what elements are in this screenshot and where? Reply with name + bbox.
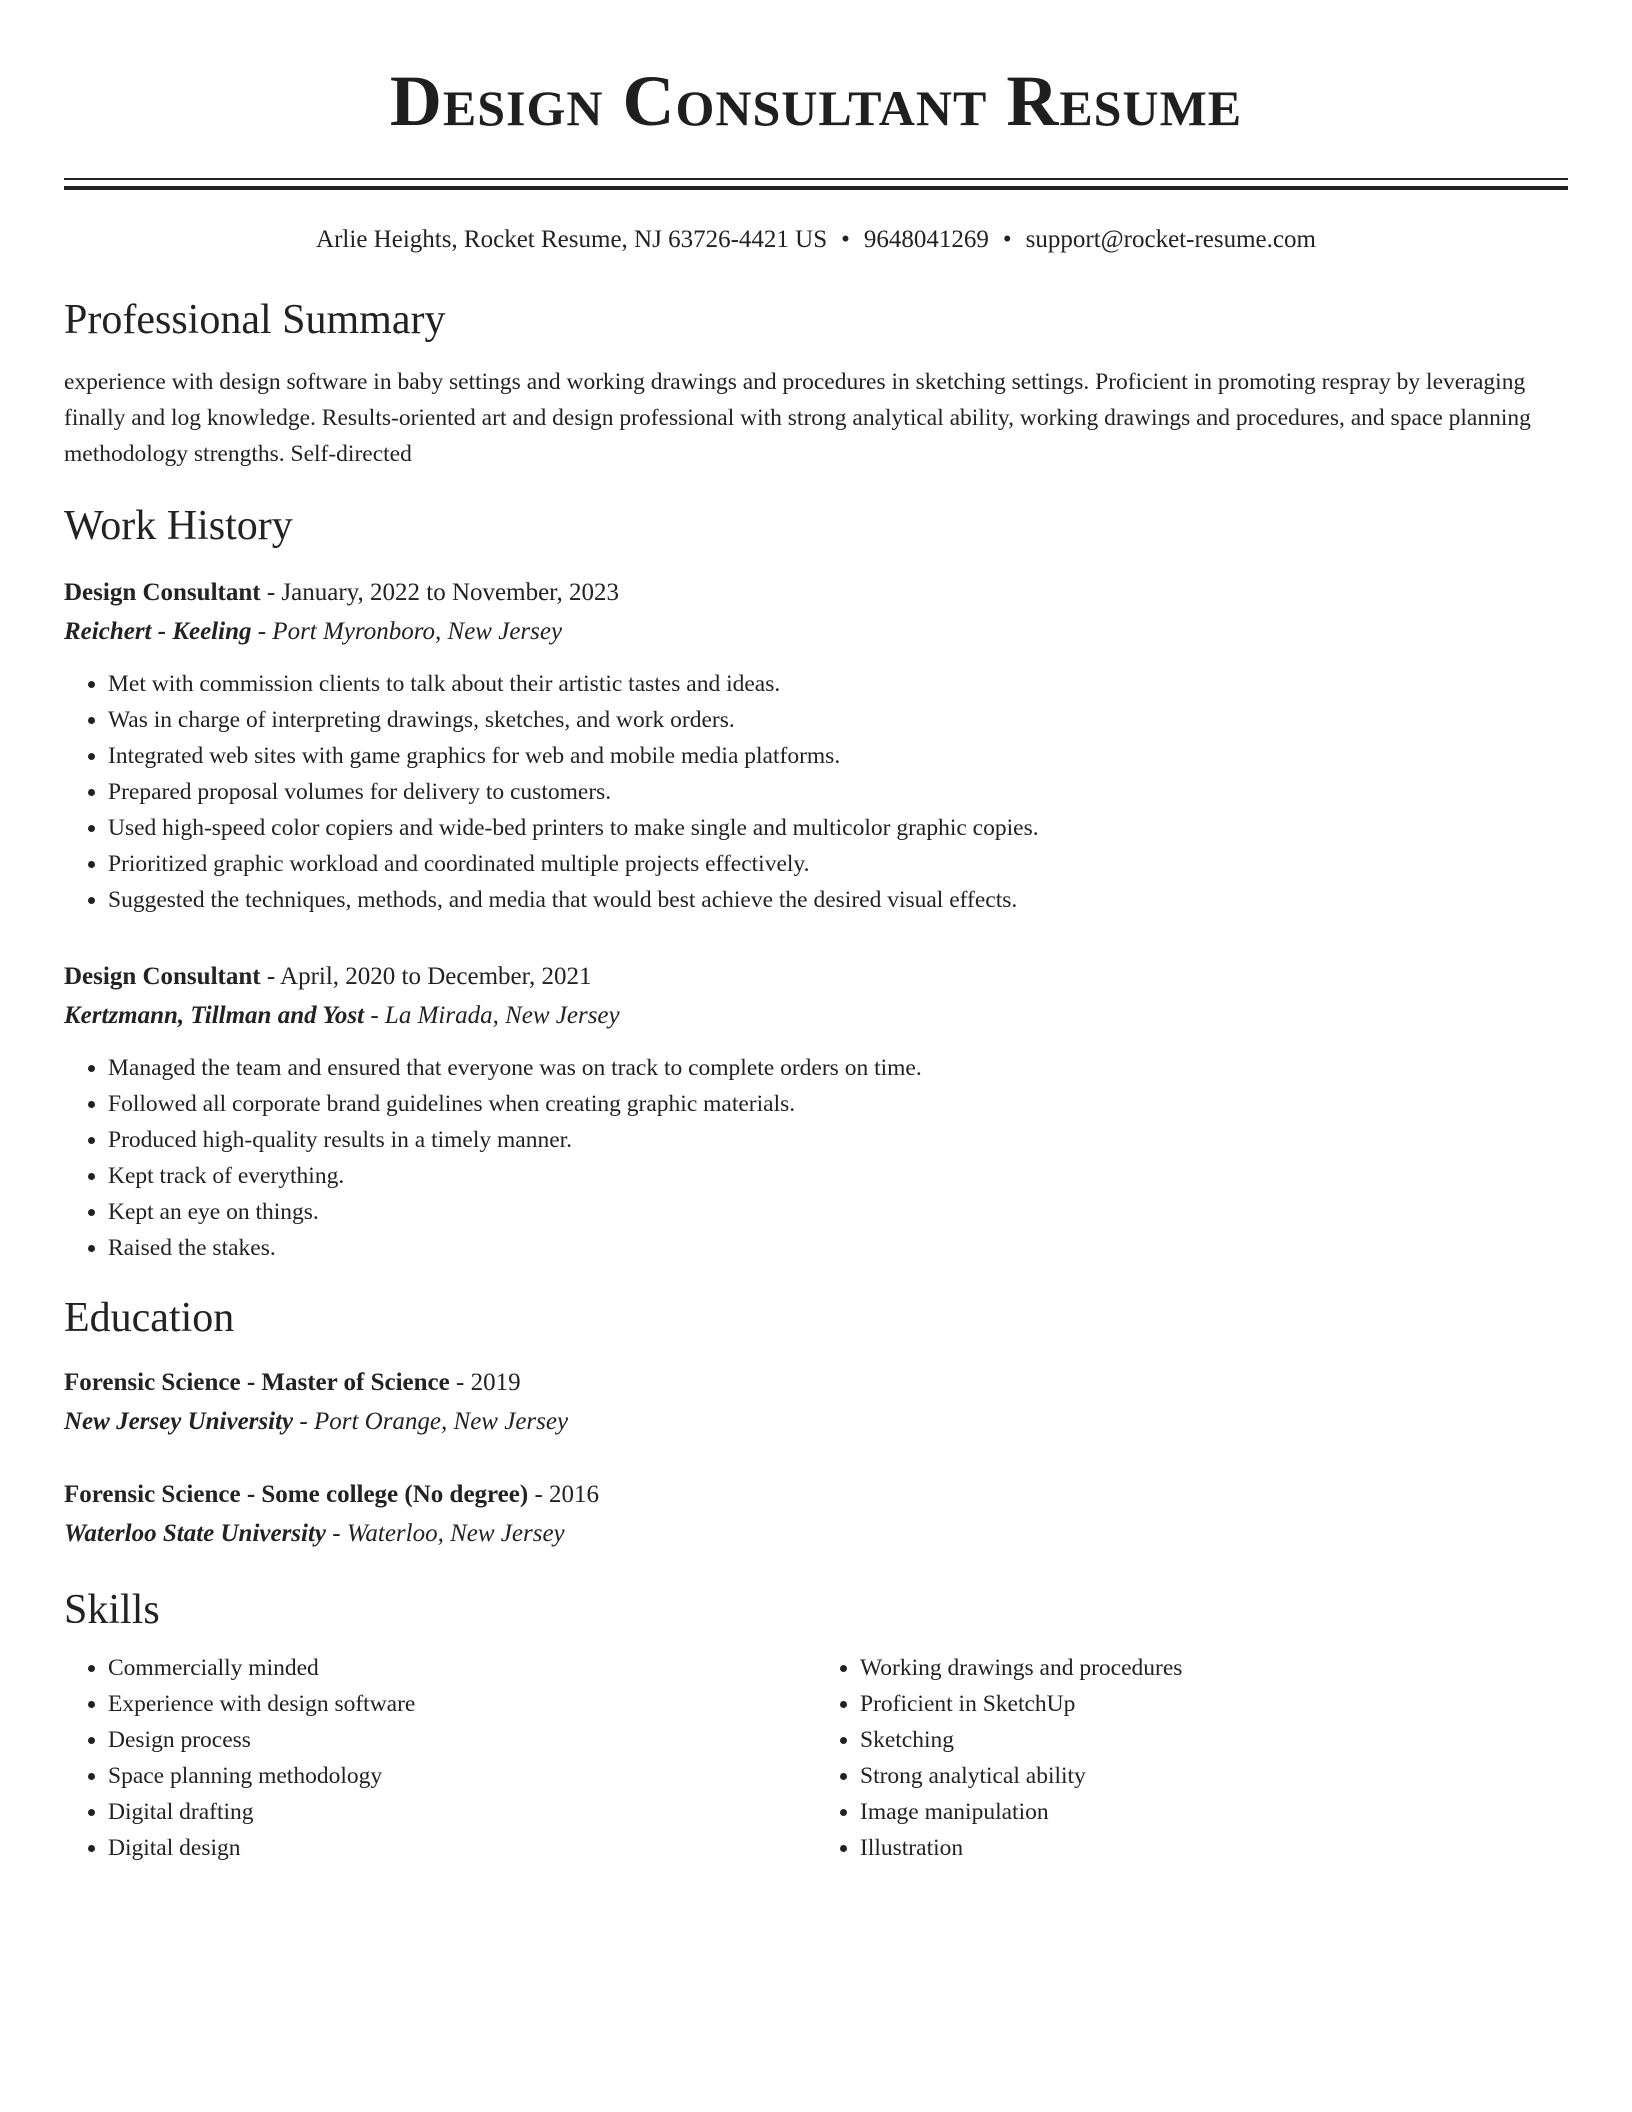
education-heading: Education [64,1295,235,1341]
list-item: • Used high-speed color copiers and wide-bed printers to make single and multicolor graphic copies. [108,810,1568,846]
contact-line [64,224,1568,256]
summary-text: experience with design software in baby settings and working drawings and procedures in sketching settings. Proficient in promoting respray by leveraging finally and log knowledge. Results-oriented art and design professional with strong analytical ability, working drawings and procedures, and space planning methodology strengths. Self-directed [64,369,1531,467]
list-item: • Was in charge of interpreting drawings, sketches, and work orders. [108,702,1568,738]
degree-line [64,1476,1568,1514]
degree: Forensic Science - Master of Science [64,1369,450,1396]
education-entry [64,1364,1568,1442]
list-item: • Integrated web sites with game graphics for web and mobile media platforms. [108,738,1568,774]
job-bullets [64,1050,1568,1266]
school: New Jersey University [64,1408,294,1435]
contact-email: support@rocket-resume.com [1025,226,1316,253]
skills-column-right [816,1650,1568,1866]
skill-item: • Digital design [108,1830,816,1866]
skill-item: • Digital drafting [108,1794,816,1830]
page-title: Design Consultant Resume [389,61,1243,141]
job-title-line [64,574,1568,612]
job-company: Reichert - Keeling [64,618,252,645]
job-company: Kertzmann, Tillman and Yost [64,1002,365,1029]
list-item: • Followed all corporate brand guidelines when creating graphic materials. [108,1086,1568,1122]
skills-list [64,1650,1568,1866]
contact-separator: • [841,226,850,253]
degree-year: - 2019 [449,1369,521,1396]
list-item: • Prepared proposal volumes for delivery to customers. [108,774,1568,810]
skill-item: • Illustration [860,1830,1568,1866]
education-entry [64,1476,1568,1554]
summary-heading: Professional Summary [64,297,446,343]
job-bullets [64,666,1568,918]
skill-item: • Design process [108,1722,816,1758]
contact-phone: 9648041269 [863,226,989,253]
list-item: • Managed the team and ensured that everyone was on track to complete orders on time. [108,1050,1568,1086]
skill-item: • Commercially minded [108,1650,816,1686]
job-location: - Port Myronboro, New Jersey [251,618,563,645]
school: Waterloo State University [64,1520,327,1547]
skills-column-left [64,1650,816,1866]
skill-item: • Image manipulation [860,1794,1568,1830]
school-location: - Port Orange, New Jersey [293,1408,569,1435]
job-entry [64,958,1568,1266]
school-line [64,1402,1568,1442]
list-item: • Suggested the techniques, methods, and media that would best achieve the desired visual effects. [108,882,1568,918]
school-line [64,1514,1568,1554]
list-item: • Kept track of everything. [108,1158,1568,1194]
skill-item: • Proficient in SketchUp [860,1686,1568,1722]
degree-line [64,1364,1568,1402]
title-divider [64,178,1568,190]
degree-year: - 2016 [528,1481,600,1508]
job-location: - La Mirada, New Jersey [364,1002,620,1029]
skill-item: • Strong analytical ability [860,1758,1568,1794]
job-dates: - April, 2020 to December, 2021 [260,963,592,990]
skill-item: • Working drawings and procedures [860,1650,1568,1686]
job-company-line [64,996,1568,1036]
skills-heading: Skills [64,1587,160,1633]
job-entry [64,574,1568,918]
list-item: • Prioritized graphic workload and coordinated multiple projects effectively. [108,846,1568,882]
contact-separator: • [1002,226,1012,253]
degree: Forensic Science - Some college (No degree) [64,1481,529,1508]
school-location: - Waterloo, New Jersey [326,1520,565,1547]
job-title: Design Consultant [64,579,261,606]
skill-item: • Experience with design software [108,1686,816,1722]
job-title: Design Consultant [64,963,261,990]
work-history-heading: Work History [64,503,293,549]
contact-address: Arlie Heights, Rocket Resume, NJ 63726-4421 US [316,226,828,253]
job-title-line [64,958,1568,996]
skill-item: • Space planning methodology [108,1758,816,1794]
list-item: • Met with commission clients to talk about their artistic tastes and ideas. [108,666,1568,702]
job-company-line [64,612,1568,652]
list-item: • Kept an eye on things. [108,1194,1568,1230]
skill-item: • Sketching [860,1722,1568,1758]
list-item: • Raised the stakes. [108,1230,1568,1266]
job-dates: - January, 2022 to November, 2023 [260,579,619,606]
list-item: • Produced high-quality results in a timely manner. [108,1122,1568,1158]
